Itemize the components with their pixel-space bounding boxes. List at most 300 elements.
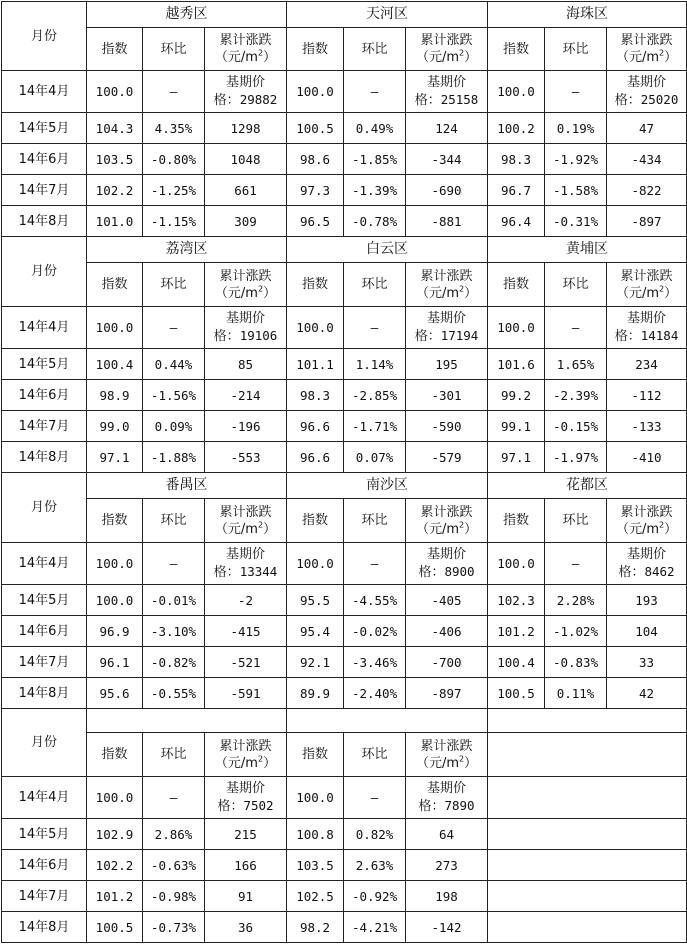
cumulative-value: -344 <box>406 144 488 175</box>
base-price-cell <box>607 71 687 113</box>
unit-prefix: （元/m <box>415 285 459 301</box>
cumulative-value: 195 <box>406 349 488 380</box>
base-price-cell <box>205 777 287 819</box>
month-cell: 14年7月 <box>2 647 87 678</box>
unit-superscript: 2 <box>257 284 264 294</box>
cumulative-value: -406 <box>406 616 488 647</box>
empty-cell <box>488 881 687 912</box>
mom-value: -1.88% <box>143 442 205 473</box>
index-value: 100.0 <box>87 71 143 113</box>
mom-value: -1.56% <box>143 380 205 411</box>
cumulative-header <box>607 263 687 307</box>
unit-prefix: （元/m <box>214 521 258 537</box>
month-cell: 14年7月 <box>2 175 87 206</box>
cumulative-header-line1: 累计涨跌 <box>420 268 473 284</box>
cumulative-header-line2 <box>406 285 487 302</box>
index-value: 98.3 <box>488 144 545 175</box>
base-price-line2 <box>205 797 286 815</box>
base-price-value: 7890 <box>444 798 475 813</box>
cumulative-value: 1048 <box>205 144 287 175</box>
index-value: 102.2 <box>87 850 143 881</box>
base-price-value: 7502 <box>243 798 274 813</box>
base-price-line2 <box>406 327 487 345</box>
mom-value: 0.07% <box>344 442 406 473</box>
unit-suffix: ） <box>464 755 478 771</box>
mom-value: -1.97% <box>545 442 607 473</box>
empty-cell <box>488 777 687 819</box>
region-name <box>488 709 687 733</box>
cumulative-value: 124 <box>406 113 488 144</box>
index-value: 102.9 <box>87 819 143 850</box>
cumulative-value: -142 <box>406 912 488 943</box>
base-price-value: 13344 <box>239 564 278 579</box>
cumulative-value: -214 <box>205 380 287 411</box>
cumulative-header-line2 <box>607 521 686 538</box>
month-cell: 14年8月 <box>2 678 87 709</box>
mom-value: -2.40% <box>344 678 406 709</box>
index-value: 95.4 <box>287 616 344 647</box>
index-value: 100.5 <box>287 113 344 144</box>
base-price-cell <box>406 543 488 585</box>
region-name: 海珠区 <box>488 2 687 28</box>
region-name: 荔湾区 <box>87 237 287 263</box>
cumulative-value: 309 <box>205 206 287 237</box>
unit-prefix: （元/m <box>415 50 459 65</box>
index-value: 100.0 <box>87 307 143 349</box>
region-name: 黄埔区 <box>488 237 687 263</box>
cumulative-header <box>607 499 687 543</box>
cumulative-value: 33 <box>607 647 687 678</box>
month-cell: 14年5月 <box>2 819 87 850</box>
month-cell: 14年5月 <box>2 585 87 616</box>
base-price-value: 19106 <box>239 328 278 343</box>
mom-value: -1.58% <box>545 175 607 206</box>
month-cell: 14年5月 <box>2 113 87 144</box>
index-value: 96.6 <box>287 411 344 442</box>
month-cell: 14年4月 <box>2 307 87 349</box>
mom-value: — <box>143 777 205 819</box>
unit-suffix: ） <box>263 755 277 771</box>
cumulative-header-line1: 累计涨跌 <box>420 504 473 520</box>
cumulative-value: -700 <box>406 647 488 678</box>
cumulative-value: 91 <box>205 881 287 912</box>
index-value: 100.0 <box>87 585 143 616</box>
cumulative-header <box>205 733 287 777</box>
mom-value: — <box>344 777 406 819</box>
price-index-table <box>1 1 687 943</box>
index-value: 101.1 <box>287 349 344 380</box>
index-value: 92.1 <box>287 647 344 678</box>
index-value: 100.0 <box>287 777 344 819</box>
index-value: 98.6 <box>287 144 344 175</box>
region-name: 南沙区 <box>287 473 488 499</box>
cumulative-header-line1: 累计涨跌 <box>219 738 272 754</box>
base-price-label: 基期价 <box>427 75 467 90</box>
unit-superscript: 2 <box>257 754 264 764</box>
index-value: 100.0 <box>87 777 143 819</box>
base-price-cell <box>205 543 287 585</box>
base-price-label: 基期价 <box>427 311 467 326</box>
mom-value: -0.92% <box>344 881 406 912</box>
base-price-line2 <box>205 91 286 109</box>
cumulative-header <box>406 263 488 307</box>
mom-value: — <box>143 307 205 349</box>
index-value: 96.1 <box>87 647 143 678</box>
mom-value: -0.55% <box>143 678 205 709</box>
index-header: 指数 <box>488 263 545 307</box>
base-price-line2 <box>607 327 686 345</box>
base-price-prefix: 格： <box>217 799 244 814</box>
mom-value: 1.65% <box>545 349 607 380</box>
index-value: 103.5 <box>87 144 143 175</box>
cumulative-value: -434 <box>607 144 687 175</box>
index-value: 100.0 <box>287 71 344 113</box>
mom-header: 环比 <box>545 499 607 543</box>
cumulative-header-line1: 累计涨跌 <box>420 33 473 48</box>
cumulative-header-line2 <box>406 521 487 538</box>
region-name: 越秀区 <box>87 2 287 28</box>
cumulative-value: 47 <box>607 113 687 144</box>
mom-value: -0.83% <box>545 647 607 678</box>
cumulative-value: 198 <box>406 881 488 912</box>
mom-value: -2.85% <box>344 380 406 411</box>
month-cell: 14年6月 <box>2 380 87 411</box>
index-value: 101.2 <box>87 881 143 912</box>
cumulative-value: 273 <box>406 850 488 881</box>
base-price-cell <box>406 777 488 819</box>
region-name: 天河区 <box>287 2 488 28</box>
month-header: 月份 <box>2 237 87 307</box>
empty-cell <box>488 850 687 881</box>
base-price-label: 基期价 <box>627 311 667 326</box>
cumulative-value: -881 <box>406 206 488 237</box>
base-price-value: 25020 <box>640 92 679 107</box>
cumulative-header-line2 <box>607 285 686 302</box>
base-price-prefix: 格： <box>213 565 240 580</box>
mom-value: -1.02% <box>545 616 607 647</box>
cumulative-header-line2 <box>607 49 686 66</box>
cumulative-value: -405 <box>406 585 488 616</box>
cumulative-value: -112 <box>607 380 687 411</box>
cumulative-value: -822 <box>607 175 687 206</box>
base-price-value: 29882 <box>239 92 278 107</box>
cumulative-header-line1: 累计涨跌 <box>620 33 673 48</box>
mom-value: -1.15% <box>143 206 205 237</box>
unit-prefix: （元/m <box>615 521 659 537</box>
cumulative-header-line2 <box>406 49 487 66</box>
index-value: 97.3 <box>287 175 344 206</box>
month-cell: 14年7月 <box>2 411 87 442</box>
mom-value: — <box>143 543 205 585</box>
base-price-prefix: 格： <box>418 799 445 814</box>
index-value: 98.3 <box>287 380 344 411</box>
cumulative-value: 166 <box>205 850 287 881</box>
mom-value: -3.10% <box>143 616 205 647</box>
cumulative-header <box>607 28 687 71</box>
base-price-prefix: 格： <box>213 93 240 108</box>
mom-value: -0.98% <box>143 881 205 912</box>
mom-value: -4.55% <box>344 585 406 616</box>
index-value: 100.0 <box>488 71 545 113</box>
month-cell: 14年7月 <box>2 881 87 912</box>
cumulative-header-line2 <box>205 49 286 66</box>
month-cell: 14年6月 <box>2 850 87 881</box>
cumulative-value: -2 <box>205 585 287 616</box>
mom-value: -0.80% <box>143 144 205 175</box>
mom-value: -0.78% <box>344 206 406 237</box>
index-value: 102.2 <box>87 175 143 206</box>
index-header: 指数 <box>488 499 545 543</box>
unit-superscript: 2 <box>659 48 665 58</box>
mom-header: 环比 <box>344 263 406 307</box>
index-value: 100.0 <box>488 307 545 349</box>
cumulative-value: -579 <box>406 442 488 473</box>
month-cell: 14年4月 <box>2 543 87 585</box>
index-value: 100.0 <box>287 307 344 349</box>
base-price-line2 <box>406 91 487 109</box>
index-value: 96.9 <box>87 616 143 647</box>
index-header: 指数 <box>87 733 143 777</box>
index-value: 96.7 <box>488 175 545 206</box>
base-price-cell <box>607 307 687 349</box>
mom-value: -0.73% <box>143 912 205 943</box>
unit-suffix: ） <box>263 521 277 537</box>
mom-header: 环比 <box>143 499 205 543</box>
cumulative-value: 1298 <box>205 113 287 144</box>
mom-value: -0.01% <box>143 585 205 616</box>
index-value: 100.8 <box>287 819 344 850</box>
mom-value: — <box>545 307 607 349</box>
index-value: 100.0 <box>488 543 545 585</box>
mom-value: — <box>545 71 607 113</box>
region-name: 白云区 <box>287 237 488 263</box>
index-header: 指数 <box>488 28 545 71</box>
base-price-value: 17194 <box>440 328 479 343</box>
month-header: 月份 <box>2 2 87 71</box>
index-value: 95.6 <box>87 678 143 709</box>
index-header: 指数 <box>287 28 344 71</box>
base-price-cell <box>607 543 687 585</box>
base-price-prefix: 格： <box>414 93 441 108</box>
month-header: 月份 <box>2 473 87 543</box>
cumulative-header-line2 <box>205 521 286 538</box>
unit-suffix: ） <box>263 285 277 301</box>
index-header: 指数 <box>87 28 143 71</box>
mom-value: -0.02% <box>344 616 406 647</box>
base-price-line2 <box>205 563 286 581</box>
base-price-label: 基期价 <box>226 75 266 90</box>
mom-value: 0.19% <box>545 113 607 144</box>
unit-superscript: 2 <box>458 520 465 530</box>
mom-value: 0.44% <box>143 349 205 380</box>
cumulative-header-line2 <box>205 285 286 302</box>
base-price-prefix: 格： <box>614 93 641 108</box>
index-value: 101.2 <box>488 616 545 647</box>
mom-value: -1.39% <box>344 175 406 206</box>
base-price-value: 25158 <box>440 92 479 107</box>
mom-value: 0.09% <box>143 411 205 442</box>
base-price-prefix: 格： <box>213 329 240 344</box>
mom-value: 2.28% <box>545 585 607 616</box>
index-value: 99.2 <box>488 380 545 411</box>
base-price-label: 基期价 <box>226 781 266 796</box>
cumulative-value: -410 <box>607 442 687 473</box>
base-price-line2 <box>205 327 286 345</box>
base-price-prefix: 格： <box>614 329 641 344</box>
base-price-cell <box>205 71 287 113</box>
base-price-cell <box>406 71 488 113</box>
index-value: 100.0 <box>287 543 344 585</box>
cumulative-header-line1: 累计涨跌 <box>219 268 272 284</box>
cumulative-header <box>406 499 488 543</box>
unit-prefix: （元/m <box>214 285 258 301</box>
base-price-prefix: 格： <box>414 329 441 344</box>
base-price-value: 8462 <box>644 564 675 579</box>
region-name: 番禺区 <box>87 473 287 499</box>
cumulative-value: 36 <box>205 912 287 943</box>
cumulative-header-line1: 累计涨跌 <box>219 33 272 48</box>
index-value: 96.5 <box>287 206 344 237</box>
index-value: 102.3 <box>488 585 545 616</box>
base-price-value: 8900 <box>444 564 475 579</box>
base-price-line2 <box>607 91 686 109</box>
index-value: 99.0 <box>87 411 143 442</box>
cumulative-value: -301 <box>406 380 488 411</box>
unit-suffix: ） <box>464 521 478 537</box>
mom-value: — <box>143 71 205 113</box>
base-price-label: 基期价 <box>627 547 667 562</box>
cumulative-value: -133 <box>607 411 687 442</box>
cumulative-value: 234 <box>607 349 687 380</box>
unit-superscript: 2 <box>458 284 465 294</box>
cumulative-header <box>205 499 287 543</box>
index-value: 96.6 <box>287 442 344 473</box>
empty-cell <box>488 912 687 943</box>
base-price-line2 <box>406 797 487 815</box>
index-value: 89.9 <box>287 678 344 709</box>
mom-value: 2.86% <box>143 819 205 850</box>
mom-value: -1.85% <box>344 144 406 175</box>
mom-header: 环比 <box>545 263 607 307</box>
mom-value: -3.46% <box>344 647 406 678</box>
unit-prefix: （元/m <box>615 285 659 301</box>
cumulative-value: 64 <box>406 819 488 850</box>
mom-value: -1.92% <box>545 144 607 175</box>
month-cell: 14年8月 <box>2 912 87 943</box>
base-price-line2 <box>406 563 487 581</box>
cumulative-header <box>406 28 488 71</box>
mom-value: — <box>344 543 406 585</box>
mom-value: 4.35% <box>143 113 205 144</box>
index-header: 指数 <box>287 733 344 777</box>
unit-suffix: ） <box>664 521 678 537</box>
index-value: 104.3 <box>87 113 143 144</box>
index-value: 99.1 <box>488 411 545 442</box>
region-name <box>287 709 488 733</box>
mom-value: -4.21% <box>344 912 406 943</box>
mom-header: 环比 <box>344 28 406 71</box>
mom-header: 环比 <box>344 499 406 543</box>
unit-suffix: ） <box>464 50 478 65</box>
mom-value: -0.31% <box>545 206 607 237</box>
region-name: 花都区 <box>488 473 687 499</box>
mom-value: 0.49% <box>344 113 406 144</box>
month-cell: 14年6月 <box>2 144 87 175</box>
cumulative-value: 104 <box>607 616 687 647</box>
cumulative-value: -553 <box>205 442 287 473</box>
unit-superscript: 2 <box>257 520 264 530</box>
month-cell: 14年4月 <box>2 71 87 113</box>
mom-value: -0.63% <box>143 850 205 881</box>
empty-cell <box>488 819 687 850</box>
mom-value: 2.63% <box>344 850 406 881</box>
unit-prefix: （元/m <box>415 755 459 771</box>
cumulative-value: -590 <box>406 411 488 442</box>
month-cell: 14年8月 <box>2 206 87 237</box>
unit-suffix: ） <box>664 50 678 65</box>
index-value: 100.5 <box>87 912 143 943</box>
cumulative-header-line1: 累计涨跌 <box>620 268 673 284</box>
cumulative-value: -196 <box>205 411 287 442</box>
unit-suffix: ） <box>263 50 277 65</box>
cumulative-value: 193 <box>607 585 687 616</box>
cumulative-value: -591 <box>205 678 287 709</box>
mom-value: -2.39% <box>545 380 607 411</box>
cumulative-header <box>406 733 488 777</box>
base-price-label: 基期价 <box>627 75 667 90</box>
cumulative-value: 661 <box>205 175 287 206</box>
base-price-label: 基期价 <box>427 547 467 562</box>
index-header: 指数 <box>287 499 344 543</box>
month-header: 月份 <box>2 709 87 777</box>
mom-value: — <box>344 71 406 113</box>
cumulative-value: 85 <box>205 349 287 380</box>
month-cell: 14年5月 <box>2 349 87 380</box>
index-value: 96.4 <box>488 206 545 237</box>
index-header: 指数 <box>87 263 143 307</box>
index-header: 指数 <box>87 499 143 543</box>
month-cell: 14年4月 <box>2 777 87 819</box>
mom-value: 1.14% <box>344 349 406 380</box>
index-value: 98.2 <box>287 912 344 943</box>
base-price-prefix: 格： <box>618 565 645 580</box>
mom-value: 0.11% <box>545 678 607 709</box>
cumulative-header-line2 <box>205 755 286 772</box>
unit-superscript: 2 <box>458 48 465 58</box>
unit-superscript: 2 <box>659 284 665 294</box>
mom-value: -1.71% <box>344 411 406 442</box>
unit-suffix: ） <box>464 285 478 301</box>
base-price-value: 14184 <box>640 328 679 343</box>
index-value: 101.6 <box>488 349 545 380</box>
unit-prefix: （元/m <box>214 50 258 65</box>
index-value: 98.9 <box>87 380 143 411</box>
mom-value: -0.82% <box>143 647 205 678</box>
cumulative-value: -521 <box>205 647 287 678</box>
mom-value: — <box>344 307 406 349</box>
index-value: 100.5 <box>488 678 545 709</box>
index-value: 95.5 <box>287 585 344 616</box>
cumulative-header-line1: 累计涨跌 <box>420 738 473 754</box>
empty-cell <box>488 733 687 777</box>
cumulative-value: -415 <box>205 616 287 647</box>
unit-superscript: 2 <box>659 520 665 530</box>
mom-value: -0.15% <box>545 411 607 442</box>
region-name <box>87 709 287 733</box>
mom-value: — <box>545 543 607 585</box>
mom-header: 环比 <box>143 263 205 307</box>
cumulative-header-line1: 累计涨跌 <box>620 504 673 520</box>
